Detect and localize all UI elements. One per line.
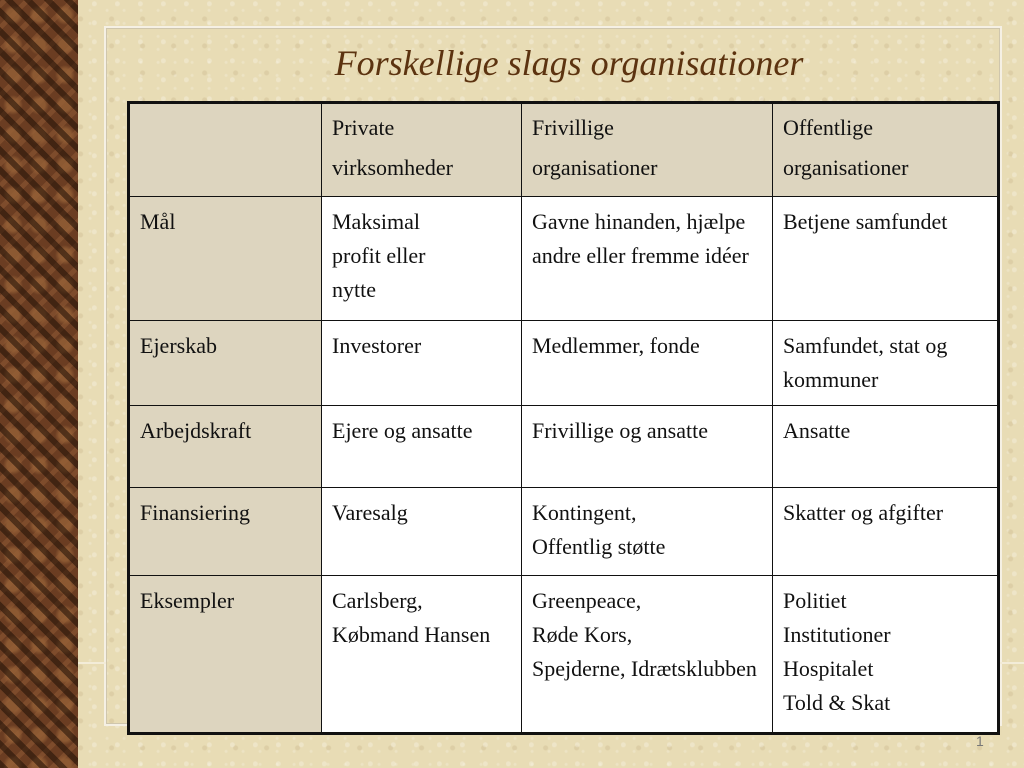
table-cell bbox=[322, 488, 522, 576]
cell-text: nytte bbox=[332, 277, 376, 302]
table-cell bbox=[522, 406, 773, 488]
row-label: Mål bbox=[129, 197, 322, 321]
table-cell bbox=[773, 488, 999, 576]
cell-text: Gavne hinanden, hjælpe andre eller fremme idéer bbox=[532, 209, 749, 268]
organization-comparison-table bbox=[127, 101, 1000, 735]
header-public bbox=[773, 103, 999, 197]
table-cell bbox=[773, 321, 999, 406]
cell-text: profit eller bbox=[332, 243, 426, 268]
cell-text: Institutioner bbox=[783, 622, 891, 647]
row-label: Arbejdskraft bbox=[129, 406, 322, 488]
cell-text: Spejderne, Idrætsklubben bbox=[532, 656, 757, 681]
cell-text: Skatter og afgifter bbox=[783, 500, 944, 525]
table-row bbox=[129, 197, 999, 321]
header-text: Frivillige bbox=[532, 115, 614, 140]
cell-text: Betjene samfundet bbox=[783, 209, 948, 234]
header-text: Offentlige bbox=[783, 115, 874, 140]
table-cell bbox=[322, 406, 522, 488]
header-text: organisationer bbox=[783, 155, 909, 180]
table-row bbox=[129, 488, 999, 576]
table-cell bbox=[522, 197, 773, 321]
row-label: Finansiering bbox=[129, 488, 322, 576]
table-cell bbox=[522, 576, 773, 734]
cell-text: Hospitalet bbox=[783, 656, 874, 681]
decorative-left-strip bbox=[0, 0, 78, 768]
cell-text: Ansatte bbox=[783, 418, 851, 443]
table-cell bbox=[322, 576, 522, 734]
header-text: organisationer bbox=[532, 155, 658, 180]
cell-text: Røde Kors, bbox=[532, 622, 633, 647]
slide-title: Forskellige slags organisationer bbox=[334, 43, 804, 83]
cell-text: Politiet bbox=[783, 588, 847, 613]
table-cell bbox=[773, 406, 999, 488]
header-corner-cell bbox=[129, 103, 322, 197]
table-row bbox=[129, 321, 999, 406]
table-cell bbox=[773, 576, 999, 734]
header-text: Private bbox=[332, 115, 395, 140]
table-header-row bbox=[129, 103, 999, 197]
table-cell bbox=[322, 197, 522, 321]
table-cell bbox=[522, 321, 773, 406]
table-cell bbox=[773, 197, 999, 321]
decorative-line bbox=[78, 662, 106, 664]
slide-number: 1 bbox=[976, 733, 984, 749]
table-row bbox=[129, 406, 999, 488]
cell-text: Told & Skat bbox=[783, 690, 891, 715]
header-text: virksomheder bbox=[332, 155, 453, 180]
table-cell bbox=[522, 488, 773, 576]
row-label: Eksempler bbox=[129, 576, 322, 734]
header-voluntary bbox=[522, 103, 773, 197]
cell-text: Kontingent, bbox=[532, 500, 637, 525]
cell-text: Investorer bbox=[332, 333, 422, 358]
row-label: Ejerskab bbox=[129, 321, 322, 406]
decorative-line bbox=[998, 662, 1024, 664]
table-row bbox=[129, 576, 999, 734]
cell-text: Frivillige og ansatte bbox=[532, 418, 708, 443]
cell-text: Varesalg bbox=[332, 500, 408, 525]
header-private bbox=[322, 103, 522, 197]
cell-text: Medlemmer, fonde bbox=[532, 333, 700, 358]
cell-text: Ejere og ansatte bbox=[332, 418, 473, 443]
cell-text: Greenpeace, bbox=[532, 588, 642, 613]
cell-text: Købmand Hansen bbox=[332, 622, 491, 647]
cell-text: Offentlig støtte bbox=[532, 534, 666, 559]
cell-text: Maksimal bbox=[332, 209, 420, 234]
cell-text: Samfundet, stat og kommuner bbox=[783, 333, 948, 392]
cell-text: Carlsberg, bbox=[332, 588, 423, 613]
table-cell bbox=[322, 321, 522, 406]
